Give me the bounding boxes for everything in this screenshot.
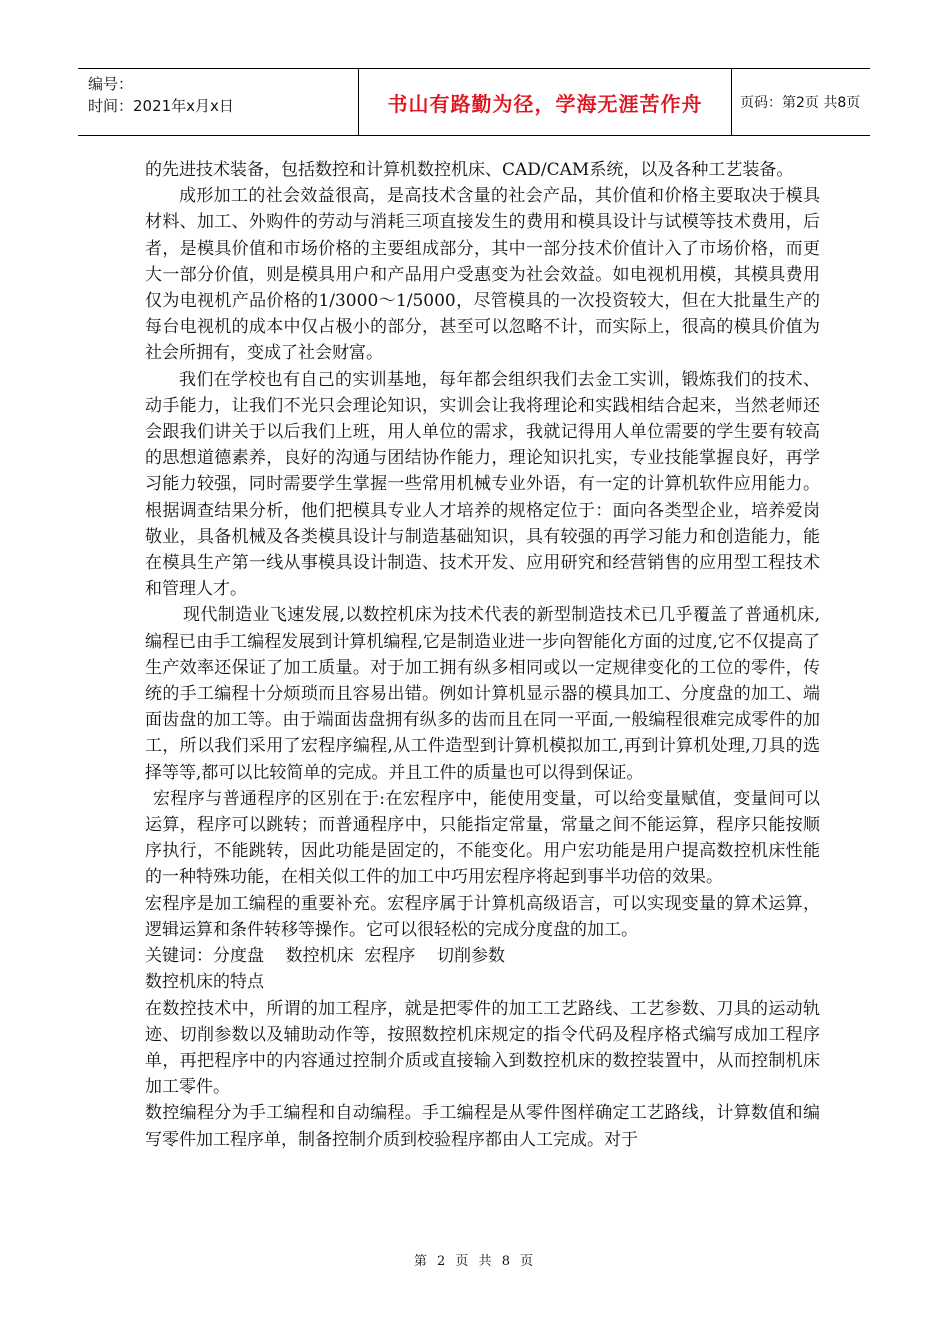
header-motto-cell [358,69,732,135]
header-meta [88,73,288,117]
paragraph: 宏程序与普通程序的区别在于:在宏程序中，能使用变量，可以给变量赋值，变量间可以运算，程序可以跳转；而普通程序中，只能指定常量，常量之间不能运算，程序只能按顺序执行，不能跳转，因此功能是固定的，不能变化。用户宏功能是用户提高数控机床性能的一种特殊功能，在相关似工件的加工中巧用宏程序将起到事半功倍的效果。 [145,788,820,888]
paragraph: 现代制造业飞速发展,以数控机床为技术代表的新型制造技术已几乎覆盖了普通机床,编程已由手工编程发展到计算机编程,它是制造业进一步向智能化方面的过度,它不仅提高了生产效率还保证了加工质量。对于加工拥有纵多相同或以一定规律变化的工位的零件，传统的手工编程十分烦琐而且容易出错。例如计算机显示器的模具加工、分度盘的加工、端面齿盘的加工等。由于端面齿盘拥有纵多的齿而且在同一平面,一般编程很难完成零件的加工，所以我们采用了宏程序编程,从工件造型到计算机模拟加工,再到计算机处理,刀具的选择等等,都可以比较简单的完成。并且工件的质量也可以得到保证。 [145,605,820,783]
page-footer: 第 2 页 共 8 页 [413,1254,537,1269]
page-header [78,68,870,136]
header-motto: 书山有路勤为径，学海无涯苦作舟 [387,91,703,116]
document-body [145,157,820,1153]
paragraph: 在数控技术中，所谓的加工程序，就是把零件的加工工艺路线、工艺参数、刀具的运动轨迹、切削参数以及辅助动作等，按照数控机床规定的指令代码及程序格式编写成加工程序单，再把程序中的内容通过控制介质或直接输入到数控机床的数控装置中，从而控制机床加工零件。 [145,998,820,1098]
document-time-label: 时间：2021年x月x日 [88,97,234,115]
document-number-label: 编号： [88,75,134,93]
paragraph: 数控编程分为手工编程和自动编程。手工编程是从零件图样确定工艺路线，计算数值和编写零件加工程序单，制备控制介质到校验程序都由人工完成。对于 [145,1103,820,1150]
paragraph: 我们在学校也有自己的实训基地，每年都会组织我们去金工实训，锻炼我们的技术、动手能力，让我们不光只会理论知识，实训会让我将理论和实践相结合起来，当然老师还会跟我们讲关于以后我们上班，用人单位的需求，我就记得用人单位需要的学生要有较高的思想道德素养，良好的沟通与团结协作能力，理论知识扎实，专业技能掌握良好，再学习能力较强，同时需要学生掌握一些常用机械专业外语，有一定的计算机软件应用能力。根据调查结果分析，他们把模具专业人才培养的规格定位于：面向各类型企业，培养爱岗敬业，具备机械及各类模具设计与制造基础知识，具有较强的再学习能力和创造能力，能在模具生产第一线从事模具设计制造、技术开发、应用研究和经营销售的应用型工程技术和管理人才。 [145,369,820,600]
header-page-info: 页码：第2页 共8页 [740,95,861,111]
paragraph: 宏程序是加工编程的重要补充。宏程序属于计算机高级语言，可以实现变量的算术运算，逻辑运算和条件转移等操作。它可以很轻松的完成分度盘的加工。 [145,893,820,940]
section-heading: 数控机床的特点 [145,972,264,993]
paragraph: 成形加工的社会效益很高，是高技术含量的社会产品，其价值和价格主要取决于模具材料、加工、外购件的劳动与消耗三项直接发生的费用和模具设计与试模等技术费用，后者，是模具价值和市场价格的主要组成部分，其中一部分技术价值计入了市场价格，而更大一部分价值，则是模具用户和产品用户受惠变为社会效益。如电视机用模，其模具费用仅为电视机产品价格的1/3000～1/5000，尽管模具的一次投资较大，但在大批量生产的每台电视机的成本中仅占极小的部分，甚至可以忽略不计，而实际上，很高的模具价值为社会所拥有，变成了社会财富。 [145,186,820,364]
paragraph: 的先进技术装备，包括数控和计算机数控机床、CAD/CAM系统，以及各种工艺装备。 [145,160,794,180]
keywords: 关键词：分度盘 数控机床 宏程序 切削参数 [145,946,506,967]
